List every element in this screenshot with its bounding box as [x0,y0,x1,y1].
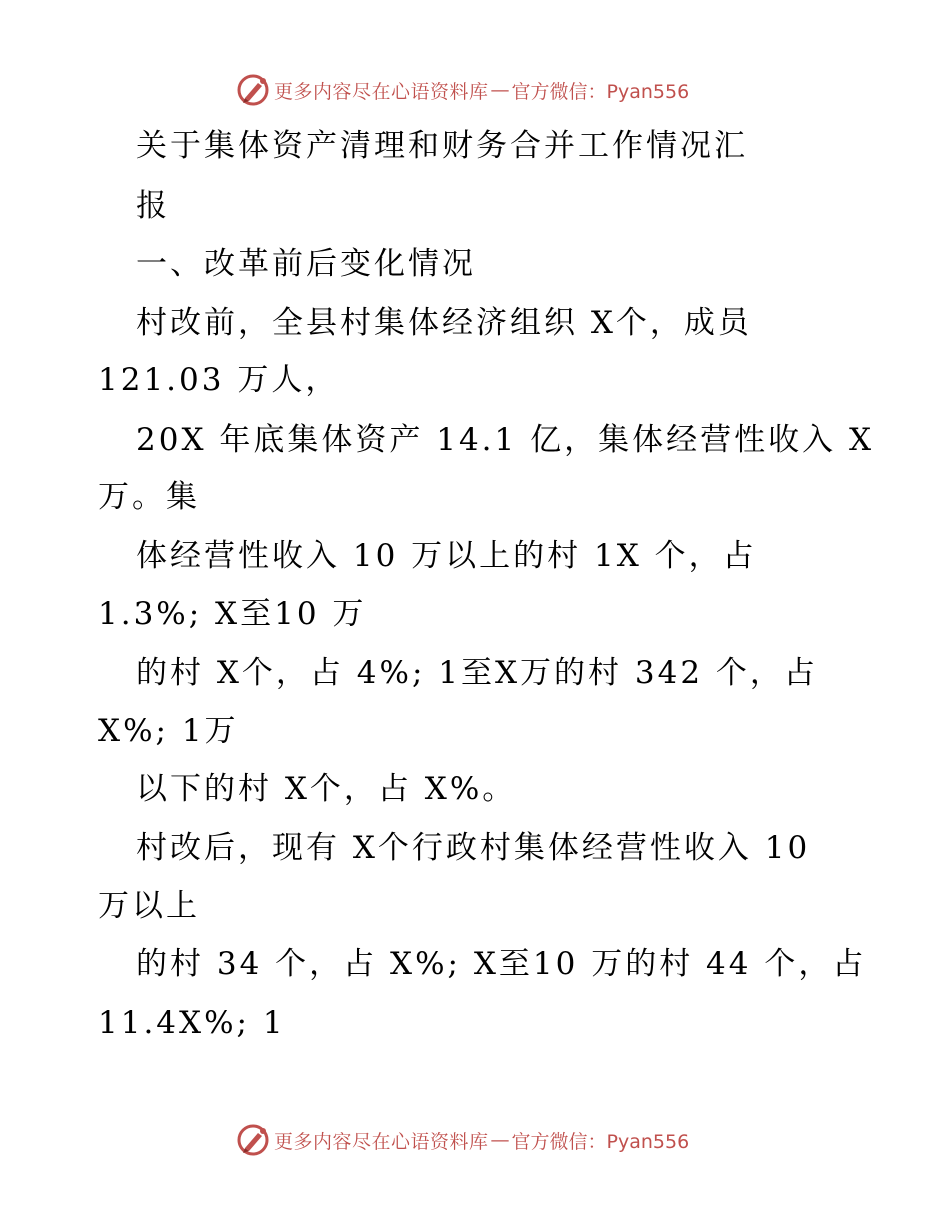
body-line: 万以上 [98,888,200,924]
body-line: 的村 34 个，占 X%; X至10 万的村 44 个，占 [136,946,867,982]
body-line: 1.3%; X至10 万 [98,596,367,632]
body-line: 20X 年底集体资产 14.1 亿，集体经营性收入 X [136,422,875,458]
body-line: 体经营性收入 10 万以上的村 1X 个，占 [136,538,757,574]
document-title-line-2: 报 [136,188,170,224]
pen-in-circle-logo-icon [236,1123,270,1157]
body-line: 以下的村 X个，占 X%。 [136,771,517,807]
document-title-line-1: 关于集体资产清理和财务合并工作情况汇 [136,128,748,164]
body-line: 的村 X个，占 4%; 1至X万的村 342 个，占 [136,655,818,691]
pen-in-circle-logo-icon [236,73,270,107]
body-line: 村改后，现有 X个行政村集体经营性收入 10 [136,830,811,866]
body-line: X%; 1万 [98,713,239,749]
watermark-wechat-text: 官方微信：Pyan556 [511,80,690,103]
section-heading: 一、改革前后变化情况 [136,246,476,282]
watermark-separator: — [490,79,510,101]
body-line: 村改前，全县村集体经济组织 X个，成员 [136,305,752,341]
watermark-site-text: 更多内容尽在心语资料库 [274,1130,489,1153]
body-line: 万。集 [98,479,200,515]
header-watermark [236,72,689,108]
footer-watermark [236,1122,689,1158]
body-line: 11.4X%; 1 [98,1005,286,1041]
watermark-site-text: 更多内容尽在心语资料库 [274,80,489,103]
watermark-wechat-text: 官方微信：Pyan556 [511,1130,690,1153]
watermark-separator: — [490,1129,510,1151]
body-line: 121.03 万人， [98,362,340,398]
